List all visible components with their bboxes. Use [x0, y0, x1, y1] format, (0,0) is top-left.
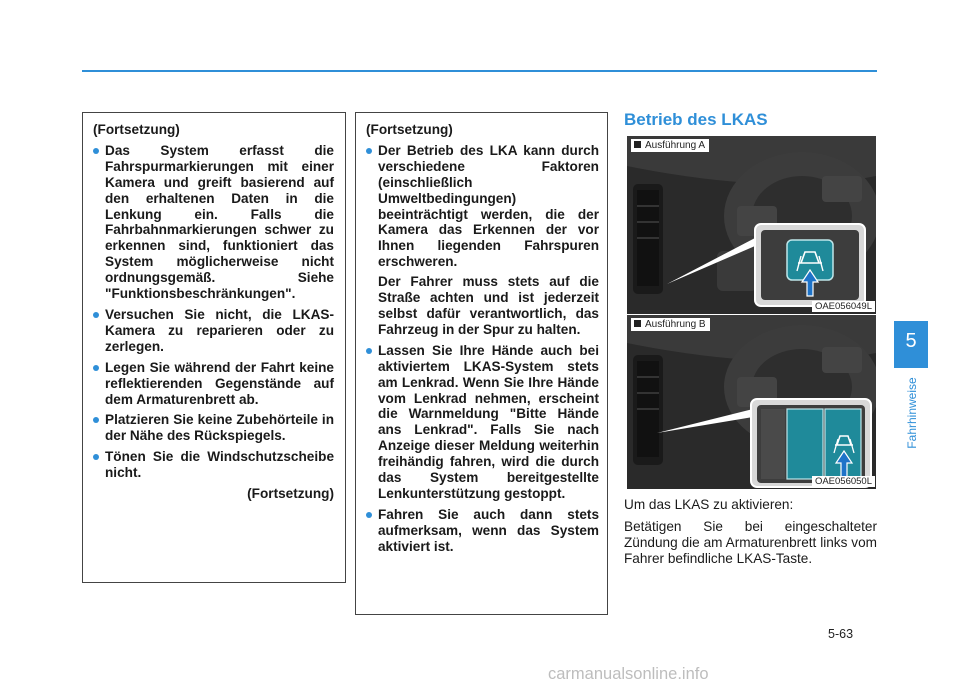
- caution-list-middle: [366, 143, 599, 555]
- continued-heading: (Fortsetzung): [366, 122, 453, 137]
- page-number: 5-63: [828, 627, 854, 641]
- caution-list-left: [93, 143, 334, 481]
- continued-heading: (Fortsetzung): [93, 122, 180, 137]
- dashboard-illustration-a: [627, 136, 876, 314]
- list-item: Legen Sie während der Fahrt keine reflektierenden Gegenstände auf dem Armaturenbrett ab.: [93, 360, 334, 408]
- instruction-intro: Um das LKAS zu aktivieren:: [624, 497, 794, 512]
- section-title: Betrieb des LKAS: [624, 110, 768, 129]
- lkas-button-icon: [787, 409, 823, 479]
- instruction-text: Betätigen Sie bei eingeschalteter Zündung die am Armaturenbrett links vom Fahrer befindliche LKAS-Taste.: [624, 519, 877, 566]
- figure-variant-b: [627, 315, 876, 489]
- figure-code: OAE056049L: [812, 301, 875, 312]
- top-rule: [82, 70, 877, 72]
- chapter-label: Fahrhinweise: [905, 377, 919, 449]
- caution-box-middle: [355, 112, 608, 615]
- list-item: Platzieren Sie keine Zubehörteile in der Nähe des Rückspiegels.: [93, 412, 334, 444]
- list-item: Der Betrieb des LKA kann durch verschiedene Faktoren (einschließlich Umweltbedingungen) beeinträchtigt werden, die der Kamera das Erkennen der vor Ihnen liegenden Fahrspuren erschweren. Der Fahrer muss stets auf die Straße achten und ist jederzeit selbst dafür verantwortlich, das Fahrzeug in der Spur zu halten.: [366, 143, 599, 338]
- list-item: Fahren Sie auch dann stets aufmerksam, wenn das System aktiviert ist.: [366, 507, 599, 555]
- figure-code: OAE056050L: [812, 476, 875, 487]
- list-item: Das System erfasst die Fahrspurmarkierungen mit einer Kamera und greift basierend auf den erhaltenen Daten in die Lenkung ein. Falls die Fahrbahnmarkierungen schwer zu erkennen sind, funktioniert das System möglicherweise nicht ordnungsgemäß. Siehe "Funktionsbeschränkungen".: [93, 143, 334, 302]
- caution-box-left: [82, 112, 346, 583]
- watermark: carmanualsonline.info: [548, 665, 709, 683]
- continued-footer: (Fortsetzung): [247, 486, 334, 502]
- figure-variant-tag: Ausführung A: [631, 139, 709, 152]
- list-item: Versuchen Sie nicht, die LKAS-Kamera zu reparieren oder zu zerlegen.: [93, 307, 334, 355]
- figure-variant-a: [627, 136, 876, 314]
- list-item: Tönen Sie die Windschutzscheibe nicht.: [93, 449, 334, 481]
- chapter-number: 5: [905, 330, 917, 352]
- figure-variant-tag: Ausführung B: [631, 318, 710, 331]
- list-item: Lassen Sie Ihre Hände auch bei aktiviertem LKAS-System stets am Lenkrad. Wenn Sie Ihre Hände vom Lenkrad nehmen, erscheint die Warnmeldung "Bitte Hände ans Lenkrad". Falls Sie nach Anzeige dieser Meldung weiterhin freihändig fahren, wird die durch das System bereitgestellte Lenkunterstützung gestoppt.: [366, 343, 599, 502]
- dashboard-illustration-b: [627, 315, 876, 489]
